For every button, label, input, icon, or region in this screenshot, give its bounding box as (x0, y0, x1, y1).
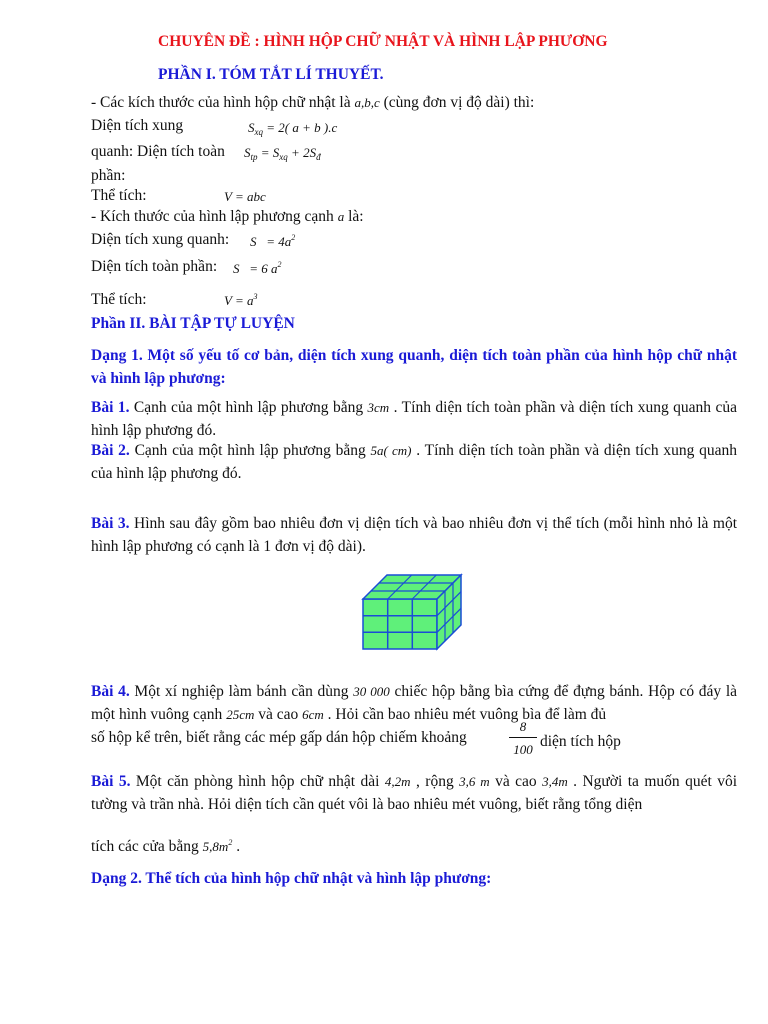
bai4-label: Bài 4. (91, 683, 130, 700)
bai4-frac-den: 100 (513, 742, 533, 757)
part1-heading: PHẦN I. TÓM TẮT LÍ THUYẾT. (158, 66, 384, 83)
bai4-line3: số hộp kể trên, biết rằng các mép gấp dán hộp chiếm khoảng (91, 729, 467, 746)
bai3 (91, 512, 737, 558)
bai5-text-c: và cao (495, 773, 537, 790)
bai4-v2: 25cm (226, 707, 255, 722)
total-label-cont: phần: (91, 167, 126, 184)
cube-lateral-formula-text: 4a (278, 234, 292, 249)
bai1-text-b: . Tính diện tích toàn phần và diện tích xung quanh của hình lập phương đó. (91, 399, 738, 439)
total-formula: $S_{tp} = S_{xq} + 2S_đ$ (244, 145, 321, 162)
bai5-text-a: Một căn phòng hình hộp chữ nhật dài (135, 773, 380, 790)
cube-total-formula-text: 6 a (261, 261, 278, 276)
bai5-v3: 3,4m (542, 774, 568, 789)
bai5-label: Bài 5. (91, 773, 131, 790)
volume-formula: V = abc (224, 189, 266, 204)
cube-intro-prefix: - Kích thước của hình lập phương cạnh (91, 208, 334, 225)
cube-volume-label: Thể tích: (91, 291, 147, 308)
lateral-formula-text: 2( a + b ).c (278, 120, 338, 135)
bai1-value: 3cm (367, 400, 390, 415)
bai1-text-a: Cạnh của một hình lập phương bằng (133, 399, 364, 416)
cube-lateral-label: Diện tích xung quanh: (91, 231, 230, 248)
dang1-heading: Dạng 1. Một số yếu tố cơ bản, diện tích xung quanh, diện tích toàn phần của hình hộp chữ nhật và hình lập phương: (91, 347, 737, 387)
bai2-value: 5a( cm) (370, 443, 412, 458)
cube-volume-formula-text: V = a (224, 293, 254, 308)
cube-total-formula: S = 6 $a^2$ (233, 260, 282, 276)
bai3-text: Hình sau đây gồm bao nhiêu đơn vị diện tích và bao nhiêu đơn vị thể tích (mỗi hình nhỏ là một hình lập phương có cạnh là 1 đơn vị độ dài). (91, 515, 737, 555)
theory-intro (91, 94, 534, 112)
cube-figure (360, 570, 466, 652)
bai5-v4-wrap: $5,8m^2$ (202, 838, 233, 854)
bai4-v3: 6cm (302, 707, 324, 722)
bai4-text-d: . Hỏi cần bao nhiêu mét vuông bìa để làm đủ (327, 706, 607, 723)
bai1 (91, 396, 737, 442)
document-title: CHUYÊN ĐỀ : HÌNH HỘP CHỮ NHẬT VÀ HÌNH LẬP PHƯƠNG (158, 33, 608, 50)
bai1-label: Bài 1. (91, 399, 130, 416)
bai2-text-a: Cạnh của một hình lập phương bằng (134, 442, 366, 459)
bai4-text-a: Một xí nghiệp làm bánh cần dùng (134, 683, 349, 700)
bai4-v1: 30 000 (353, 684, 390, 699)
volume-label: Thể tích: (91, 187, 147, 204)
bai5-v1: 4,2m (384, 774, 411, 789)
bai5-line4 (91, 838, 240, 856)
total-label: quanh: Diện tích toàn (91, 143, 225, 160)
bai5-v4: 5,8m (202, 839, 229, 854)
bai4-frac-num: 8 (519, 719, 527, 734)
bai5-text-b: , rộng (416, 773, 454, 790)
bai4-frac-bar (509, 737, 537, 738)
cube-intro (91, 208, 364, 226)
theory-intro-suffix: (cùng đơn vị độ dài) thì: (383, 94, 535, 111)
bai5 (91, 770, 737, 816)
cube-volume-formula: $V = a^3$ (224, 292, 258, 308)
bai5-text-d: . Người ta muốn quét vôi tường và trần nhà. Hỏi diện tích cần quét vôi là bao nhiêu mét vuông, biết rằng tổng diện (91, 773, 738, 813)
cube-intro-suffix: là: (348, 208, 364, 225)
bai2-text-b: . Tính diện tích toàn phần và diện tích xung quanh của hình lập phương đó. (91, 442, 738, 482)
cube-front-face (363, 599, 437, 649)
cube-total-label: Diện tích toàn phần: (91, 258, 218, 275)
dang2-heading: Dạng 2. Thể tích của hình hộp chữ nhật và hình lập phương: (91, 870, 492, 887)
bai4-line3-end: diện tích hộp (540, 733, 621, 750)
bai4-text-b: chiếc hộp bằng bìa cứng để đựng bánh. Hộp có đáy là một hình vuông cạnh (91, 683, 738, 723)
bai2 (91, 439, 737, 485)
bai2-label: Bài 2. (91, 442, 130, 459)
lateral-formula: $S_{xq} = 2$( a + b ).c (248, 120, 338, 137)
cube-intro-var: a (337, 209, 345, 224)
part2-heading: Phần II. BÀI TẬP TỰ LUYỆN (91, 315, 295, 332)
bai5-line4-text: tích các cửa bằng (91, 838, 199, 855)
bai4-text-c: và cao (258, 706, 299, 723)
bai4 (91, 680, 737, 726)
lateral-label: Diện tích xung (91, 117, 184, 134)
theory-intro-prefix: - Các kích thước của hình hộp chữ nhật là (91, 94, 351, 111)
bai5-v2: 3,6 m (459, 774, 490, 789)
bai3-label: Bài 3. (91, 515, 130, 532)
bai5-line4-end: . (236, 838, 241, 855)
theory-intro-vars: a,b,c (354, 95, 380, 110)
cube-lateral-formula: $S = 4a^2$ (250, 233, 296, 249)
